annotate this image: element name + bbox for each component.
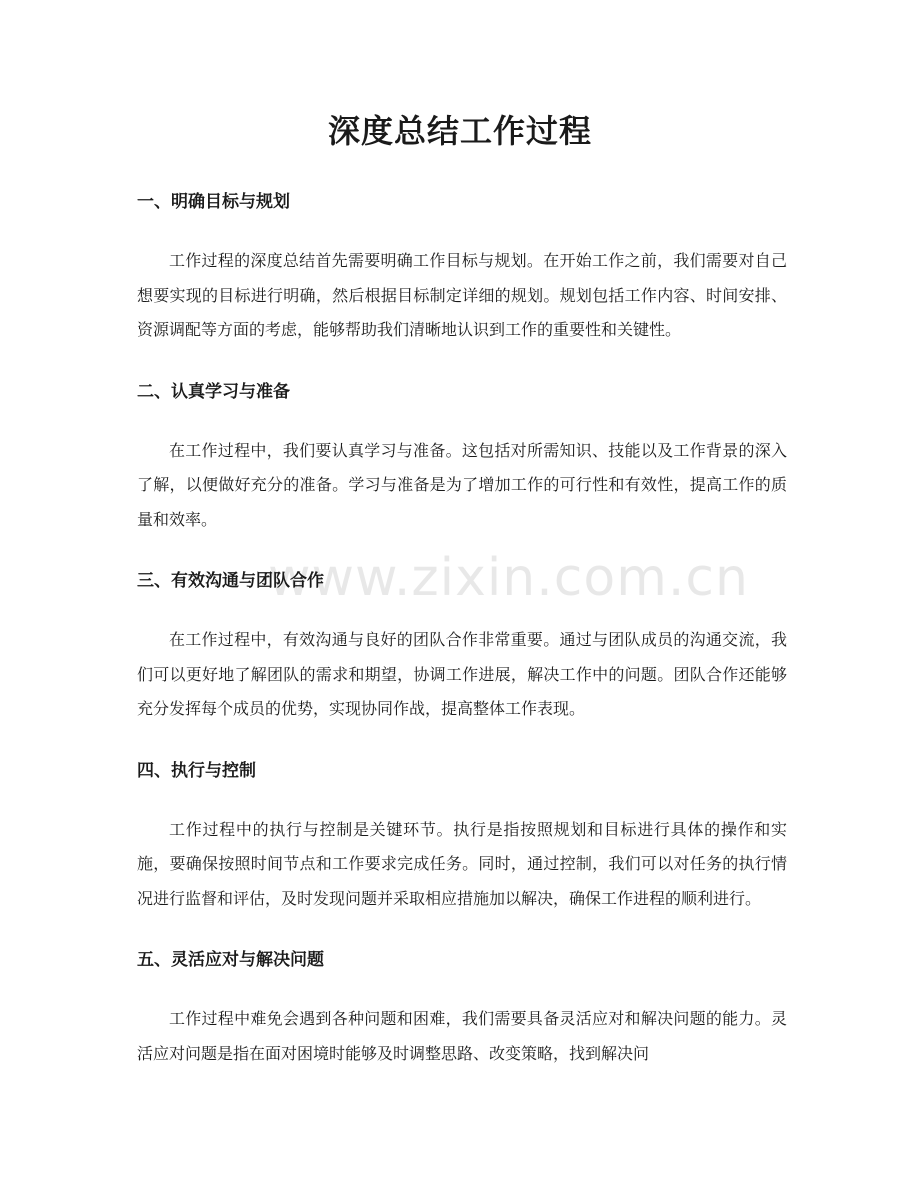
section-heading: 二、认真学习与准备 xyxy=(137,381,290,402)
section-paragraph: 工作过程中的执行与控制是关键环节。执行是指按照规划和目标进行具体的操作和实施，要确保按照时间节点和工作要求完成任务。同时，通过控制，我们可以对任务的执行情况进行监督和评估，及时发现问题并采取相应措施加以解决，确保工作进程的顺利进行。 xyxy=(137,819,787,908)
section-heading: 三、有效沟通与团队合作 xyxy=(137,571,324,591)
section-paragraph: 工作过程中难免会遇到各种问题和困难，我们需要具备灵活应对和解决问题的能力。灵活应对问题是指在面对困境时能够及时调整思路、改变策略，找到解决问 xyxy=(137,1009,787,1063)
section-4 xyxy=(137,753,787,943)
section-1 xyxy=(137,184,787,374)
document-body xyxy=(137,184,787,1071)
section-heading: 四、执行与控制 xyxy=(137,760,256,781)
section-heading: 五、灵活应对与解决问题 xyxy=(137,950,324,970)
section-paragraph: 在工作过程中，我们要认真学习与准备。这包括对所需知识、技能以及工作背景的深入了解，以便做好充分的准备。学习与准备是为了增加工作的可行性和有效性，提高工作的质量和效率。 xyxy=(137,440,787,529)
section-5 xyxy=(137,942,787,1071)
section-paragraph: 工作过程的深度总结首先需要明确工作目标与规划。在开始工作之前，我们需要对自己想要实现的目标进行明确，然后根据目标制定详细的规划。规划包括工作内容、时间安排、资源调配等方面的考虑，能够帮助我们清晰地认识到工作的重要性和关键性。 xyxy=(137,251,787,339)
section-heading: 一、明确目标与规划 xyxy=(137,192,290,212)
document-title: 深度总结工作过程 xyxy=(327,112,592,150)
section-paragraph: 在工作过程中，有效沟通与良好的团队合作非常重要。通过与团队成员的沟通交流，我们可以更好地了解团队的需求和期望，协调工作进展，解决工作中的问题。团队合作还能够充分发挥每个成员的优势，实现协同作战，提高整体工作表现。 xyxy=(137,630,787,718)
section-2 xyxy=(137,374,787,564)
watermark: www.zixin.com.cn xyxy=(268,548,749,608)
section-3 xyxy=(137,563,787,753)
